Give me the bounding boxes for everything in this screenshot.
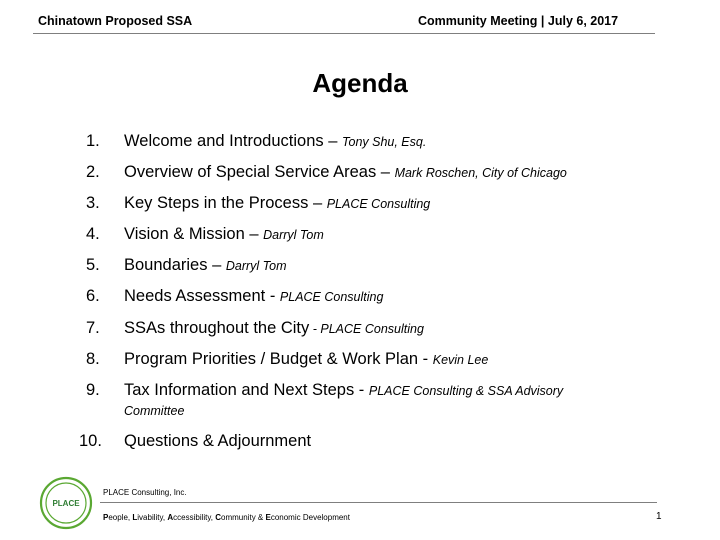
agenda-item-number: 7. <box>86 318 100 337</box>
agenda-item-presenter: PLACE Consulting & SSA Advisory <box>368 383 564 398</box>
agenda-item <box>84 350 644 370</box>
agenda-item <box>84 381 644 421</box>
agenda-item-number: 3. <box>86 194 100 213</box>
agenda-item-separator: – <box>308 194 327 213</box>
agenda-item-presenter: PLACE Consulting <box>279 290 384 305</box>
agenda-item-presenter: Kevin Lee <box>432 352 489 367</box>
tagline-word: ommunity & <box>221 513 266 522</box>
agenda-item-number: 2. <box>86 163 100 182</box>
header-left-title: Chinatown Proposed SSA <box>38 14 193 28</box>
logo-text: PLACE <box>52 499 80 508</box>
tagline-word: ccessibility, <box>173 513 216 522</box>
agenda-list <box>79 132 644 462</box>
tagline-initial: E <box>265 513 271 522</box>
agenda-item-presenter: Mark Roschen, City of Chicago <box>394 166 567 181</box>
agenda-item <box>84 163 644 183</box>
footer-company: PLACE Consulting, Inc. <box>103 488 187 497</box>
agenda-item-separator: - <box>418 349 433 368</box>
page-title: Agenda <box>312 68 408 98</box>
agenda-item-presenter: PLACE Consulting <box>320 321 424 336</box>
agenda-item <box>84 287 644 307</box>
tagline-initial: A <box>167 513 174 522</box>
agenda-item-topic: SSAs throughout the City <box>124 318 310 337</box>
agenda-item <box>79 431 644 451</box>
agenda-item-topic: Welcome and Introductions <box>124 132 324 150</box>
tagline-word: conomic Development <box>270 513 350 522</box>
header-divider <box>33 33 655 34</box>
agenda-item <box>84 194 644 214</box>
footer-tagline <box>103 513 350 522</box>
agenda-item <box>84 256 644 276</box>
header-right-title: Community Meeting | July 6, 2017 <box>418 14 619 28</box>
place-logo <box>39 476 93 530</box>
tagline-initial: C <box>215 513 222 522</box>
agenda-item-topic: Key Steps in the Process <box>124 194 309 213</box>
agenda-item-number: 10. <box>79 431 102 450</box>
agenda-item-presenter: Tony Shu, Esq. <box>342 135 427 149</box>
agenda-item-presenter-continued: Committee <box>124 403 185 418</box>
tagline-word: ivability, <box>137 513 168 522</box>
agenda-item-topic: Vision & Mission <box>124 225 245 244</box>
agenda-item-topic: Tax Information and Next Steps <box>124 380 355 399</box>
agenda-item <box>84 319 644 339</box>
agenda-item-presenter: Darryl Tom <box>263 228 324 243</box>
agenda-item-number: 6. <box>86 287 100 306</box>
agenda-item-topic: Needs Assessment <box>124 287 266 306</box>
agenda-item <box>84 225 644 245</box>
tagline-word: eople, <box>108 513 133 522</box>
agenda-item-topic: Program Priorities / Budget & Work Plan <box>124 349 419 368</box>
agenda-item-separator: – <box>323 132 342 150</box>
agenda-item-presenter: PLACE Consulting <box>326 197 431 212</box>
agenda-item-number: 4. <box>86 225 100 244</box>
agenda-item-separator: – <box>376 163 395 182</box>
agenda-item-presenter: Darryl Tom <box>225 259 287 274</box>
agenda-item-separator: - <box>354 380 369 399</box>
agenda-item-number: 9. <box>86 380 100 399</box>
footer-divider <box>100 502 657 503</box>
agenda-item-topic: Questions & Adjournment <box>124 431 312 450</box>
agenda-item-topic: Overview of Special Service Areas <box>124 163 377 182</box>
tagline-initial: L <box>132 513 138 522</box>
agenda-item-separator: - <box>309 321 321 336</box>
agenda-item-number: 5. <box>86 256 100 275</box>
agenda-item-separator: – <box>244 225 264 244</box>
agenda-item-number: 8. <box>86 349 100 368</box>
agenda-item-separator: – <box>207 256 226 275</box>
tagline-initial: P <box>103 513 109 522</box>
agenda-item-number: 1. <box>86 132 100 150</box>
page-number: 1 <box>656 511 662 522</box>
agenda-item <box>84 132 644 152</box>
agenda-item-separator: - <box>265 287 280 306</box>
agenda-item-topic: Boundaries <box>124 256 208 275</box>
